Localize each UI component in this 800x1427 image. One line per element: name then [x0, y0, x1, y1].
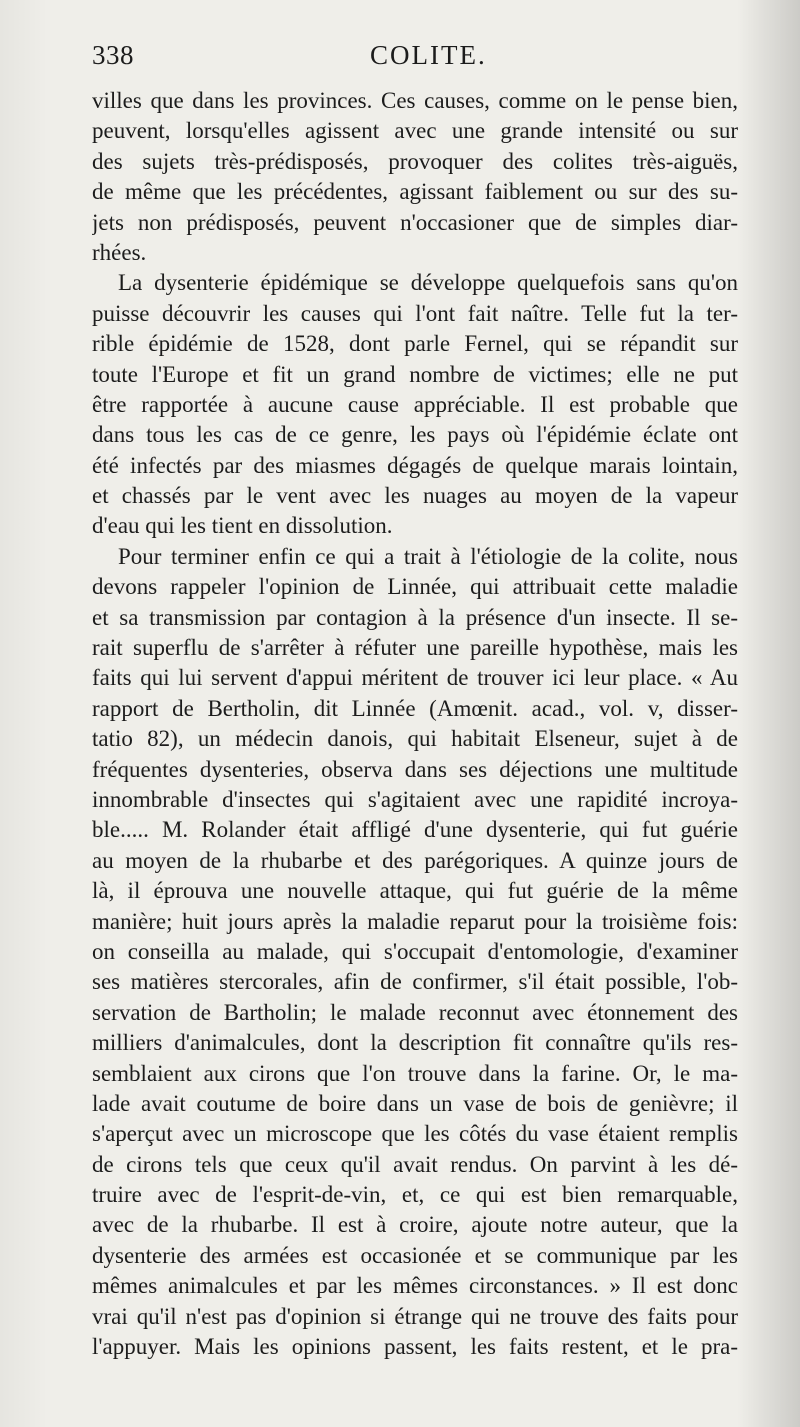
text-line: s'aperçut avec un microscope que les côtés du vase étaient remplis — [92, 1121, 738, 1147]
text-line: manière; huit jours après la maladie reparut pour la troisième fois: — [92, 908, 738, 934]
text-line: et sa transmission par contagion à la présence d'un insecte. Il se- — [92, 604, 738, 630]
text-line: de même que les précédentes, agissant faiblement ou sur des su- — [92, 179, 738, 205]
text-line: rapport de Bertholin, dit Linnée (Amœnit. acad., vol. v, disser- — [92, 695, 738, 721]
text-line: d'eau qui les tient en dissolution. — [92, 513, 393, 539]
text-line: truire avec de l'esprit-de-vin, et, ce qui est bien remarquable, — [92, 1182, 738, 1208]
paragraph-first-line: La dysenterie épidémique se développe quelquefois sans qu'on — [118, 270, 738, 296]
text-line: milliers d'animalcules, dont la description fit connaître qu'ils res- — [92, 1030, 738, 1056]
text-line: on conseilla au malade, qui s'occupait d'entomologie, d'examiner — [92, 938, 738, 964]
text-line: jets non prédisposés, peuvent n'occasioner que de simples diar- — [92, 209, 738, 235]
page-number: 338 — [92, 40, 134, 70]
text-line: dans tous les cas de ce genre, les pays où l'épidémie éclate ont — [92, 422, 738, 448]
text-line: servation de Bartholin; le malade reconnut avec étonnement des — [92, 999, 738, 1025]
text-line: devons rappeler l'opinion de Linnée, qui attribuait cette maladie — [92, 574, 738, 600]
text-line: tatio 82), un médecin danois, qui habitait Elseneur, sujet à de — [92, 726, 738, 752]
text-line: faits qui lui servent d'appui méritent de trouver ici leur place. « Au — [92, 665, 738, 691]
text-line: avec de la rhubarbe. Il est à croire, ajoute notre auteur, que la — [92, 1212, 738, 1238]
text-line: rhées. — [92, 239, 147, 265]
text-line: rait superflu de s'arrêter à réfuter une pareille hypothèse, mais les — [92, 635, 738, 661]
text-line: là, il éprouva une nouvelle attaque, qui fut guérie de la même — [92, 878, 738, 904]
text-line: toute l'Europe et fit un grand nombre de victimes; elle ne put — [92, 361, 738, 387]
page-header — [92, 40, 738, 80]
text-line: de cirons tels que ceux qu'il avait rendus. On parvint à les dé- — [92, 1151, 738, 1177]
text-line: puisse découvrir les causes qui l'ont fait naître. Telle fut la ter- — [92, 300, 738, 326]
text-line: des sujets très-prédisposés, provoquer des colites très-aiguës, — [92, 148, 738, 174]
text-line: villes que dans les provinces. Ces causes, comme on le pense bien, — [92, 88, 738, 113]
text-line: fréquentes dysenteries, observa dans ses déjections une multitude — [92, 756, 738, 782]
text-line: dysenterie des armées est occasionée et se communique par les — [92, 1242, 738, 1268]
text-line: mêmes animalcules et par les mêmes circonstances. » Il est donc — [92, 1273, 738, 1299]
page-edge-shadow — [740, 0, 800, 1427]
text-line: peuvent, lorsqu'elles agissent avec une grande intensité ou sur — [92, 118, 738, 144]
text-line: innombrable d'insectes qui s'agitaient avec une rapidité incroya- — [92, 786, 738, 812]
paragraph-first-line: Pour terminer enfin ce qui a trait à l'étiologie de la colite, nous — [118, 543, 738, 569]
text-line: l'appuyer. Mais les opinions passent, les faits restent, et le pra- — [92, 1334, 738, 1360]
text-line: semblaient aux cirons que l'on trouve dans la farine. Or, le ma- — [92, 1060, 738, 1086]
text-line: lade avait coutume de boire dans un vase de bois de genièvre; il — [92, 1090, 738, 1116]
body-text — [92, 86, 738, 1362]
text-line: ses matières stercorales, afin de confirmer, s'il était possible, l'ob- — [92, 969, 738, 995]
text-line: été infectés par des miasmes dégagés de quelque marais lointain, — [92, 452, 738, 478]
text-line: vrai qu'il n'est pas d'opinion si étrange qui ne trouve des faits pour — [92, 1303, 738, 1329]
text-line: ble..... M. Rolander était affligé d'une dysenterie, qui fut guérie — [92, 817, 738, 843]
running-head: COLITE. — [370, 40, 487, 70]
text-line: rible épidémie de 1528, dont parle Fernel, qui se répandit sur — [92, 331, 738, 357]
text-line: au moyen de la rhubarbe et des parégoriques. A quinze jours de — [92, 847, 738, 873]
text-line: être rapportée à aucune cause appréciable. Il est probable que — [92, 391, 738, 417]
text-line: et chassés par le vent avec les nuages au moyen de la vapeur — [92, 483, 738, 509]
